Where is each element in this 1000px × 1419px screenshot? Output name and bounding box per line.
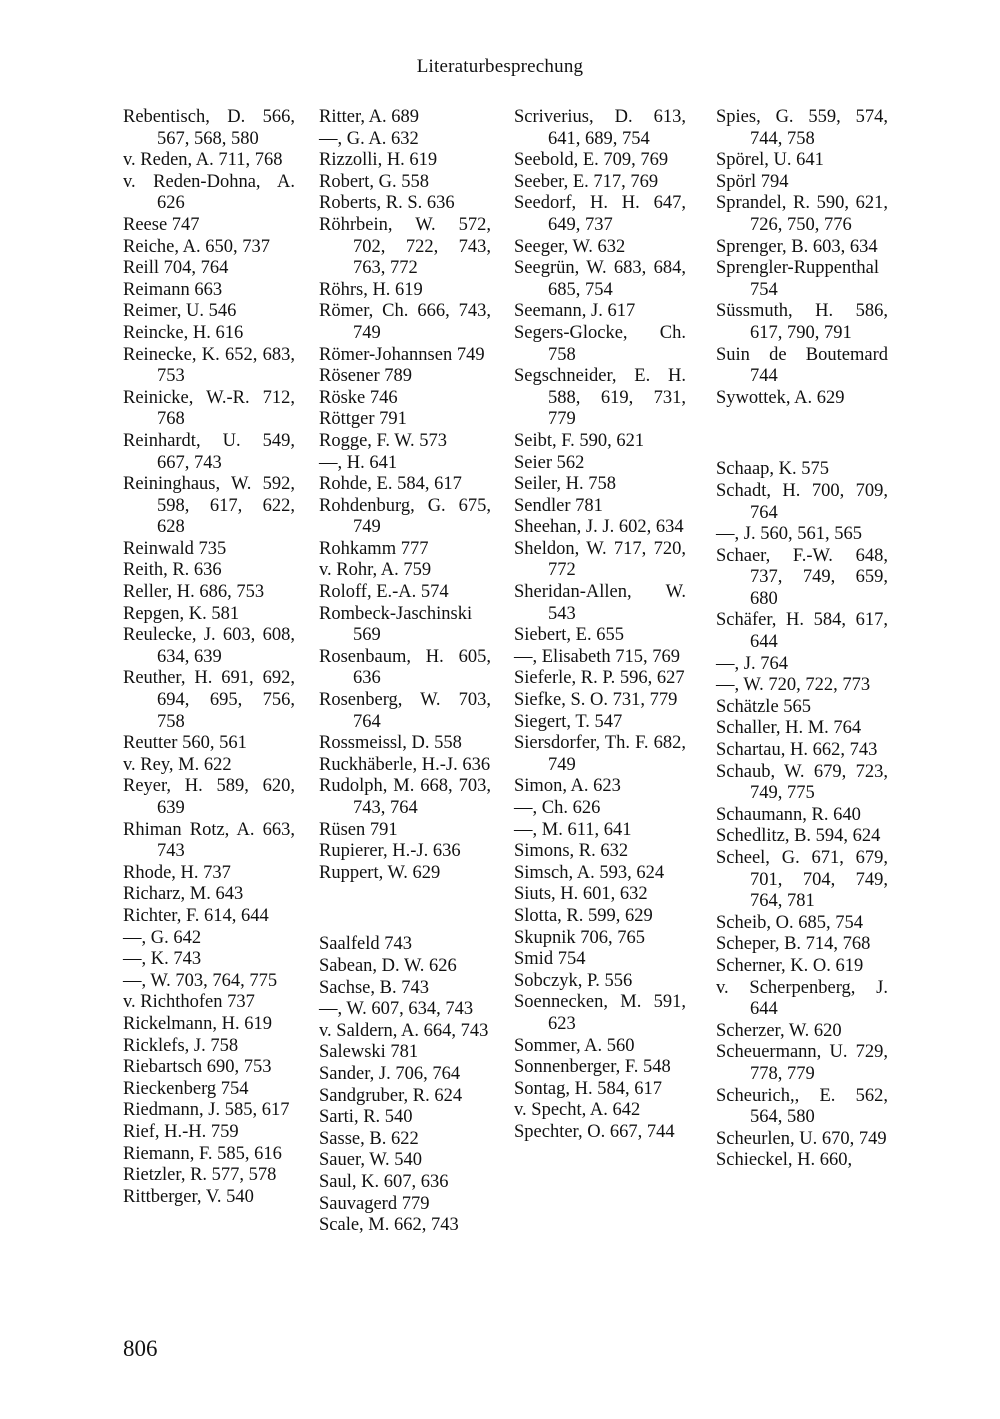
index-entry: Röhrs, H. 619 xyxy=(319,279,423,300)
index-column-2 xyxy=(319,107,491,1237)
index-entry: Seeber, E. 717, 769 xyxy=(514,171,659,192)
index-entry: Röhrbein, W. 572, 702, 722, 743, 763, 772 xyxy=(319,214,491,279)
index-entry: Scherner, K. O. 619 xyxy=(716,955,864,976)
index-entry: Rupierer, H.-J. 636 xyxy=(319,841,461,862)
index-entry: Sprandel, R. 590, 621, 726, 750, 776 xyxy=(716,193,888,235)
index-entry: Slotta, R. 599, 629 xyxy=(514,905,653,926)
index-entry: Siegert, T. 547 xyxy=(514,711,623,732)
index-entry: Rieckenberg 754 xyxy=(123,1078,249,1099)
index-entry: Sieferle, R. P. 596, 627 xyxy=(514,668,685,689)
index-entry: Reimann 663 xyxy=(123,279,223,300)
index-entry: Seibt, F. 590, 621 xyxy=(514,430,645,451)
index-entry: Sommer, A. 560 xyxy=(514,1035,635,1056)
index-entry: Rogge, F. W. 573 xyxy=(319,430,448,451)
index-entry: Schadt, H. 700, 709, 764 xyxy=(716,480,888,523)
index-entry: Sasse, B. 622 xyxy=(319,1128,419,1149)
index-column-3 xyxy=(514,107,686,1144)
index-entry: Simsch, A. 593, 624 xyxy=(514,862,665,883)
index-entry: Reininghaus, W. 592, 598, 617, 622, 628 xyxy=(123,474,295,538)
index-entry: Reinicke, W.-R. 712, 768 xyxy=(123,387,295,430)
index-entry: Sprengler-Ruppenthal 754 xyxy=(716,258,880,300)
running-header: Literaturbesprechung xyxy=(416,56,584,77)
index-entry: Spörel, U. 641 xyxy=(716,150,824,171)
index-entry: Rosenberg, W. 703, 764 xyxy=(319,690,491,732)
index-entry: Reincke, H. 616 xyxy=(123,322,244,343)
index-entry: Siebert, E. 655 xyxy=(514,625,624,646)
index-entry: Scale, M. 662, 743 xyxy=(319,1215,459,1236)
index-entry: Scriverius, D. 613, 641, 689, 754 xyxy=(514,107,686,149)
index-entry: Siersdorfer, Th. F. 682, 749 xyxy=(514,733,686,775)
index-entry: v. Richthofen 737 xyxy=(123,992,255,1013)
index-entry: Skupnik 706, 765 xyxy=(514,927,646,948)
index-entry: Reinwald 735 xyxy=(123,538,227,559)
index-entry: Reill 704, 764 xyxy=(123,258,229,279)
index-entry: Rohkamm 777 xyxy=(319,538,429,559)
index-entry: Rittberger, V. 540 xyxy=(123,1186,254,1207)
index-entry: —, Ch. 626 xyxy=(514,798,601,818)
index-entry: Sontag, H. 584, 617 xyxy=(514,1078,662,1099)
index-entry: —, W. 607, 634, 743 xyxy=(319,999,474,1020)
index-entry: Schaer, F.-W. 648, 737, 749, 659, 680 xyxy=(716,545,888,609)
index-entry: Rosenbaum, H. 605, 636 xyxy=(319,646,491,689)
index-entry: Sprenger, B. 603, 634 xyxy=(716,236,878,257)
index-entry: Rhiman Rotz, A. 663, 743 xyxy=(123,819,295,862)
index-entry: Rudolph, M. 668, 703, 743, 764 xyxy=(319,776,491,818)
index-entry: Scheurlen, U. 670, 749 xyxy=(716,1128,887,1149)
index-entry: Scheurich,, E. 562, 564, 580 xyxy=(716,1085,888,1128)
index-entry: Reiche, A. 650, 737 xyxy=(123,236,270,257)
index-entry: Spechter, O. 667, 744 xyxy=(514,1121,675,1142)
index-entry: Seebold, E. 709, 769 xyxy=(514,150,669,171)
index-entry: Seeger, W. 632 xyxy=(514,236,626,257)
page-number: 806 xyxy=(123,1336,158,1361)
index-entry: Rietzler, R. 577, 578 xyxy=(123,1165,277,1186)
index-entry: Sauer, W. 540 xyxy=(319,1150,423,1171)
index-entry: Sheehan, J. J. 602, 634 xyxy=(514,517,684,538)
index-entry: Repgen, K. 581 xyxy=(123,603,240,624)
index-entry: Rickelmann, H. 619 xyxy=(123,1013,273,1034)
index-entry: Riebartsch 690, 753 xyxy=(123,1057,272,1078)
index-entry: Roberts, R. S. 636 xyxy=(319,193,455,214)
index-entry: Riemann, F. 585, 616 xyxy=(123,1143,282,1164)
index-entry: Schaller, H. M. 764 xyxy=(716,718,862,739)
index-entry: Schaub, W. 679, 723, 749, 775 xyxy=(716,761,888,804)
index-entry: Sheridan-Allen, W. 543 xyxy=(514,582,686,624)
section-gap xyxy=(319,884,491,934)
index-entry: Ruppert, W. 629 xyxy=(319,862,441,883)
index-entry: Süssmuth, H. 586, 617, 790, 791 xyxy=(716,301,888,343)
index-entry: —, H. 641 xyxy=(319,452,398,473)
index-entry: Schedlitz, B. 594, 624 xyxy=(716,826,881,847)
index-entry: Reinecke, K. 652, 683, 753 xyxy=(123,344,295,387)
index-entry: Sendler 781 xyxy=(514,495,603,516)
index-entry: v. Specht, A. 642 xyxy=(514,1100,641,1121)
index-entry: Suin de Boutemard 744 xyxy=(716,344,888,387)
index-entry: Reutter 560, 561 xyxy=(123,733,247,754)
index-entry: Scheper, B. 714, 768 xyxy=(716,934,871,955)
index-entry: —, G. 642 xyxy=(123,927,202,948)
index-entry: Salewski 781 xyxy=(319,1042,419,1063)
index-entry: Schäfer, H. 584, 617, 644 xyxy=(716,610,888,653)
index-entry: Sauvagerd 779 xyxy=(319,1193,430,1214)
index-entry: Siuts, H. 601, 632 xyxy=(514,884,648,905)
index-entry: Spörl 794 xyxy=(716,171,789,192)
index-entry: Saul, K. 607, 636 xyxy=(319,1171,449,1192)
section-gap xyxy=(716,409,888,459)
index-entry: Schaap, K. 575 xyxy=(716,459,830,480)
index-entry: Seegrün, W. 683, 684, 685, 754 xyxy=(514,258,686,300)
index-entry: Rief, H.-H. 759 xyxy=(123,1121,239,1142)
index-entry: Smid 754 xyxy=(514,949,586,970)
index-entry: Simons, R. 632 xyxy=(514,841,629,862)
index-entry: Römer-Johannsen 749 xyxy=(319,344,485,365)
index-entry: Scherzer, W. 620 xyxy=(716,1020,842,1041)
index-entry: Ritter, A. 689 xyxy=(319,107,419,127)
index-entry: Seedorf, H. H. 647, 649, 737 xyxy=(514,193,686,235)
index-entry: Simon, A. 623 xyxy=(514,776,621,797)
index-column-4 xyxy=(716,107,888,1172)
index-entry: —, W. 703, 764, 775 xyxy=(123,970,278,991)
index-entry: —, J. 560, 561, 565 xyxy=(716,524,862,545)
index-entry: Rösener 789 xyxy=(319,366,412,387)
index-entry: Schätzle 565 xyxy=(716,696,812,717)
index-entry: v. Rey, M. 622 xyxy=(123,754,232,775)
index-entry: Ruckhäberle, H.-J. 636 xyxy=(319,754,491,775)
index-entry: Rebentisch, D. 566, 567, 568, 580 xyxy=(123,107,295,149)
index-entry: Ricklefs, J. 758 xyxy=(123,1035,239,1056)
index-entry: Röttger 791 xyxy=(319,409,407,430)
index-entry: Roloff, E.-A. 574 xyxy=(319,582,449,603)
index-entry: —, K. 743 xyxy=(123,949,202,970)
index-entry: Reese 747 xyxy=(123,214,200,235)
index-entry: Sheldon, W. 717, 720, 772 xyxy=(514,538,686,581)
index-entry: Schieckel, H. 660, xyxy=(716,1150,853,1171)
index-entry: Siefke, S. O. 731, 779 xyxy=(514,690,678,711)
index-entry: Richarz, M. 643 xyxy=(123,884,244,905)
index-entry: Rossmeissl, D. 558 xyxy=(319,733,462,754)
index-entry: Römer, Ch. 666, 743, 749 xyxy=(319,301,491,343)
index-entry: Reulecke, J. 603, 608, 634, 639 xyxy=(123,625,295,667)
index-entry: Sander, J. 706, 764 xyxy=(319,1063,461,1084)
index-entry: Riedmann, J. 585, 617 xyxy=(123,1100,290,1121)
index-entry: Sywottek, A. 629 xyxy=(716,387,845,408)
index-entry: —, M. 611, 641 xyxy=(514,819,632,840)
index-entry: Schartau, H. 662, 743 xyxy=(716,740,878,761)
index-entry: Sandgruber, R. 624 xyxy=(319,1085,463,1106)
index-entry: —, Elisabeth 715, 769 xyxy=(514,646,680,667)
index-entry: Sabean, D. W. 626 xyxy=(319,955,457,976)
index-entry: Richter, F. 614, 644 xyxy=(123,905,269,926)
index-entry: Segschneider, E. H. 588, 619, 731, 779 xyxy=(514,366,686,430)
index-entry: Reyer, H. 589, 620, 639 xyxy=(123,776,295,818)
index-entry: Scheib, O. 685, 754 xyxy=(716,912,863,933)
index-entry: —, W. 720, 722, 773 xyxy=(716,675,871,696)
index-entry: Rüsen 791 xyxy=(319,819,398,840)
index-entry: Reinhardt, U. 549, 667, 743 xyxy=(123,430,295,473)
index-entry: Reuther, H. 691, 692, 694, 695, 756, 758 xyxy=(123,668,295,732)
index-entry: Seemann, J. 617 xyxy=(514,301,636,322)
index-entry: Rombeck-Jaschinski 569 xyxy=(319,603,473,646)
index-entry: Spies, G. 559, 574, 744, 758 xyxy=(716,107,888,149)
index-entry: Seier 562 xyxy=(514,452,585,473)
index-entry: Scheuermann, U. 729, 778, 779 xyxy=(716,1042,888,1084)
index-entry: Rohde, E. 584, 617 xyxy=(319,474,462,495)
index-entry: Rizzolli, H. 619 xyxy=(319,150,438,171)
index-entry: Sobczyk, P. 556 xyxy=(514,970,633,991)
index-entry: Scheel, G. 671, 679, 701, 704, 749, 764, 781 xyxy=(716,848,888,912)
index-entry: Saalfeld 743 xyxy=(319,934,412,955)
index-entry: Seiler, H. 758 xyxy=(514,474,617,495)
index-entry: Soennecken, M. 591, 623 xyxy=(514,992,686,1034)
index-column-1 xyxy=(123,107,295,1208)
index-entry: v. Saldern, A. 664, 743 xyxy=(319,1020,489,1041)
index-entry: Reller, H. 686, 753 xyxy=(123,582,265,603)
index-entry: Röske 746 xyxy=(319,387,398,408)
index-entry: Schaumann, R. 640 xyxy=(716,804,861,825)
index-entry: —, G. A. 632 xyxy=(319,128,419,149)
index-entry: v. Reden-Dohna, A. 626 xyxy=(123,171,295,214)
index-entry: Sarti, R. 540 xyxy=(319,1107,413,1128)
index-entry: Reith, R. 636 xyxy=(123,560,222,581)
index-entry: Rohdenburg, G. 675, 749 xyxy=(319,495,491,538)
index-entry: Robert, G. 558 xyxy=(319,171,429,192)
index-entry: v. Scherpenberg, J. 644 xyxy=(716,977,888,1020)
index-entry: —, J. 764 xyxy=(716,653,788,674)
index-entry: Sonnenberger, F. 548 xyxy=(514,1057,671,1078)
index-entry: Rhode, H. 737 xyxy=(123,862,231,883)
index-entry: v. Reden, A. 711, 768 xyxy=(123,150,283,171)
index-entry: Reimer, U. 546 xyxy=(123,301,237,322)
index-entry: Sachse, B. 743 xyxy=(319,977,429,998)
index-entry: v. Rohr, A. 759 xyxy=(319,560,432,581)
index-entry: Segers-Glocke, Ch. 758 xyxy=(514,322,686,365)
